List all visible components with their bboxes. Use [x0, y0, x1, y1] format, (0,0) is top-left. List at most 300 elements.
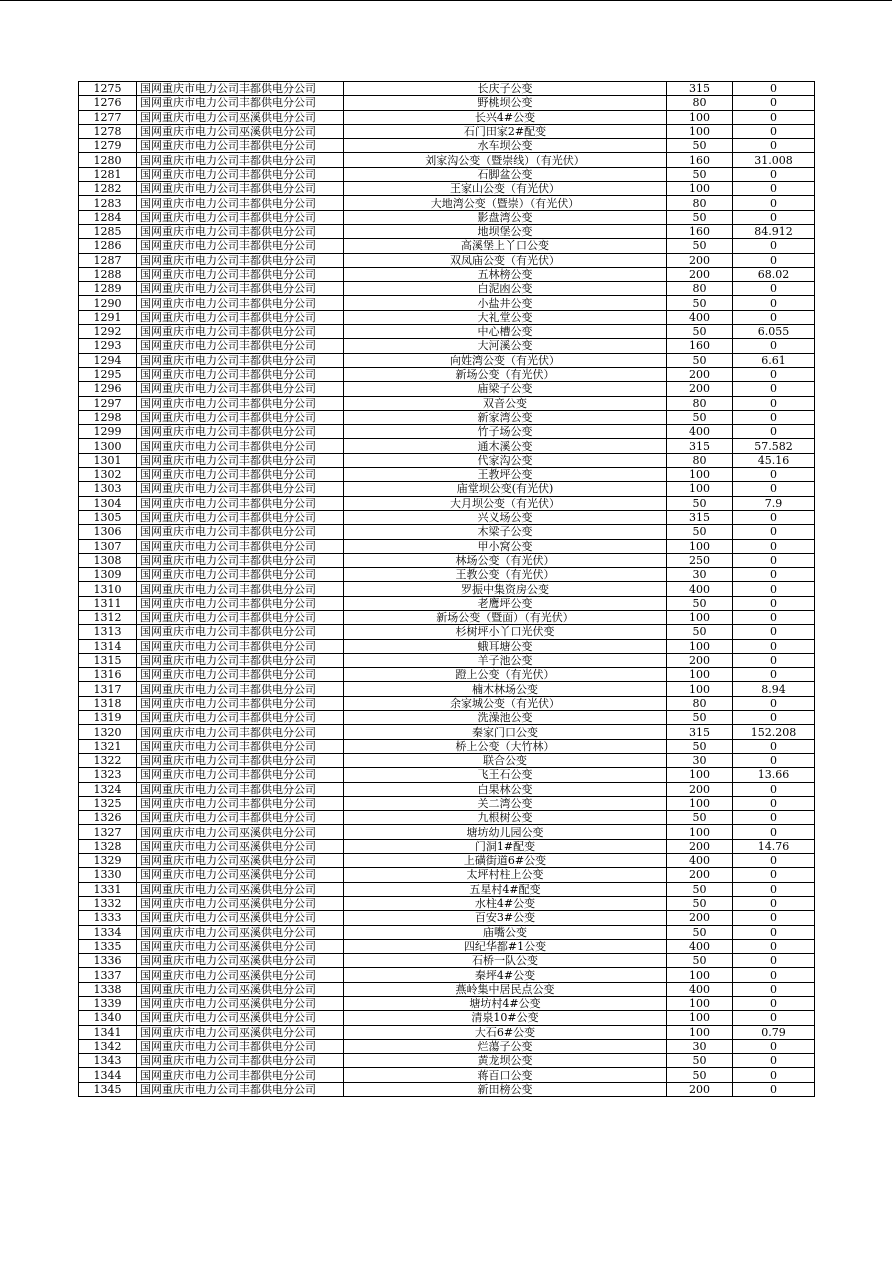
company-name-cell: 国网重庆市电力公司巫溪供电分公司 — [137, 954, 344, 968]
row-number-cell: 1287 — [79, 253, 137, 267]
row-number-cell: 1330 — [79, 868, 137, 882]
row-number-cell: 1278 — [79, 124, 137, 138]
table-row — [79, 639, 815, 653]
company-name-cell: 国网重庆市电力公司丰都供电分公司 — [137, 768, 344, 782]
company-name-cell: 国网重庆市电力公司丰都供电分公司 — [137, 711, 344, 725]
company-name-cell: 国网重庆市电力公司丰都供电分公司 — [137, 1054, 344, 1068]
table-row — [79, 310, 815, 324]
transformer-name-cell: 桥上公变（大竹林） — [344, 739, 667, 753]
transformer-name-cell: 大礼堂公变 — [344, 310, 667, 324]
capacity-cell: 50 — [667, 410, 733, 424]
capacity-cell: 100 — [667, 796, 733, 810]
table-row — [79, 1011, 815, 1025]
transformer-name-cell: 蛾耳塘公变 — [344, 639, 667, 653]
capacity-cell: 160 — [667, 153, 733, 167]
transformer-name-cell: 蹬上公变（有光伏） — [344, 668, 667, 682]
value-cell: 0 — [733, 367, 815, 381]
row-number-cell: 1337 — [79, 968, 137, 982]
row-number-cell: 1335 — [79, 939, 137, 953]
company-name-cell: 国网重庆市电力公司丰都供电分公司 — [137, 596, 344, 610]
value-cell: 0 — [733, 568, 815, 582]
transformer-name-cell: 小盐井公变 — [344, 296, 667, 310]
capacity-cell: 50 — [667, 496, 733, 510]
transformer-name-cell: 白果林公变 — [344, 782, 667, 796]
table-row — [79, 896, 815, 910]
company-name-cell: 国网重庆市电力公司丰都供电分公司 — [137, 196, 344, 210]
capacity-cell: 100 — [667, 110, 733, 124]
transformer-name-cell: 刘家沟公变（暨崇线）（有光伏） — [344, 153, 667, 167]
company-name-cell: 国网重庆市电力公司丰都供电分公司 — [137, 296, 344, 310]
table-row — [79, 653, 815, 667]
row-number-cell: 1324 — [79, 782, 137, 796]
transformer-name-cell: 水车坝公变 — [344, 139, 667, 153]
company-name-cell: 国网重庆市电力公司丰都供电分公司 — [137, 796, 344, 810]
company-name-cell: 国网重庆市电力公司巫溪供电分公司 — [137, 939, 344, 953]
capacity-cell: 100 — [667, 1011, 733, 1025]
value-cell: 0 — [733, 782, 815, 796]
company-name-cell: 国网重庆市电力公司丰都供电分公司 — [137, 153, 344, 167]
table-row — [79, 1039, 815, 1053]
value-cell: 0 — [733, 854, 815, 868]
row-number-cell: 1315 — [79, 653, 137, 667]
company-name-cell: 国网重庆市电力公司丰都供电分公司 — [137, 253, 344, 267]
value-cell: 0 — [733, 1054, 815, 1068]
company-name-cell: 国网重庆市电力公司丰都供电分公司 — [137, 696, 344, 710]
company-name-cell: 国网重庆市电力公司丰都供电分公司 — [137, 639, 344, 653]
row-number-cell: 1316 — [79, 668, 137, 682]
row-number-cell: 1279 — [79, 139, 137, 153]
transformer-name-cell: 四纪华都#1公变 — [344, 939, 667, 953]
transformer-name-cell: 清泉10#公变 — [344, 1011, 667, 1025]
transformer-name-cell: 向姓湾公变（有光伏） — [344, 353, 667, 367]
capacity-cell: 50 — [667, 296, 733, 310]
table-row — [79, 425, 815, 439]
table-row — [79, 1068, 815, 1082]
company-name-cell: 国网重庆市电力公司巫溪供电分公司 — [137, 997, 344, 1011]
row-number-cell: 1305 — [79, 510, 137, 524]
value-cell: 0 — [733, 696, 815, 710]
transformer-name-cell: 太坪村柱上公变 — [344, 868, 667, 882]
table-row — [79, 210, 815, 224]
transformer-name-cell: 庙堂坝公变(有光伏) — [344, 482, 667, 496]
table-row — [79, 753, 815, 767]
value-cell: 0 — [733, 1039, 815, 1053]
value-cell: 0 — [733, 997, 815, 1011]
row-number-cell: 1298 — [79, 410, 137, 424]
capacity-cell: 100 — [667, 825, 733, 839]
table-row — [79, 582, 815, 596]
table-row — [79, 196, 815, 210]
row-number-cell: 1275 — [79, 82, 137, 96]
company-name-cell: 国网重庆市电力公司丰都供电分公司 — [137, 496, 344, 510]
table-row — [79, 167, 815, 181]
transformer-name-cell: 大河溪公变 — [344, 339, 667, 353]
capacity-cell: 50 — [667, 896, 733, 910]
table-row — [79, 239, 815, 253]
company-name-cell: 国网重庆市电力公司丰都供电分公司 — [137, 653, 344, 667]
capacity-cell: 50 — [667, 239, 733, 253]
value-cell: 0 — [733, 796, 815, 810]
row-number-cell: 1303 — [79, 482, 137, 496]
capacity-cell: 100 — [667, 124, 733, 138]
table-row — [79, 854, 815, 868]
company-name-cell: 国网重庆市电力公司巫溪供电分公司 — [137, 110, 344, 124]
table-row — [79, 982, 815, 996]
transformer-name-cell: 蒋百口公变 — [344, 1068, 667, 1082]
company-name-cell: 国网重庆市电力公司巫溪供电分公司 — [137, 1025, 344, 1039]
company-name-cell: 国网重庆市电力公司巫溪供电分公司 — [137, 1011, 344, 1025]
company-name-cell: 国网重庆市电力公司丰都供电分公司 — [137, 439, 344, 453]
row-number-cell: 1343 — [79, 1054, 137, 1068]
row-number-cell: 1318 — [79, 696, 137, 710]
capacity-cell: 200 — [667, 782, 733, 796]
capacity-cell: 50 — [667, 210, 733, 224]
transformer-name-cell: 地坝堡公变 — [344, 224, 667, 238]
company-name-cell: 国网重庆市电力公司丰都供电分公司 — [137, 568, 344, 582]
capacity-cell: 80 — [667, 396, 733, 410]
table-row — [79, 1054, 815, 1068]
capacity-cell: 100 — [667, 482, 733, 496]
capacity-cell: 100 — [667, 968, 733, 982]
transformer-name-cell: 高溪堡上丫口公变 — [344, 239, 667, 253]
row-number-cell: 1288 — [79, 267, 137, 281]
transformer-name-cell: 楠木林场公变 — [344, 682, 667, 696]
capacity-cell: 315 — [667, 725, 733, 739]
row-number-cell: 1328 — [79, 839, 137, 853]
company-name-cell: 国网重庆市电力公司丰都供电分公司 — [137, 224, 344, 238]
company-name-cell: 国网重庆市电力公司丰都供电分公司 — [137, 811, 344, 825]
transformer-name-cell: 五星村4#配变 — [344, 882, 667, 896]
capacity-cell: 50 — [667, 625, 733, 639]
capacity-cell: 200 — [667, 868, 733, 882]
row-number-cell: 1340 — [79, 1011, 137, 1025]
company-name-cell: 国网重庆市电力公司巫溪供电分公司 — [137, 825, 344, 839]
row-number-cell: 1336 — [79, 954, 137, 968]
capacity-cell: 400 — [667, 310, 733, 324]
transformer-name-cell: 门洞1#配变 — [344, 839, 667, 853]
row-number-cell: 1339 — [79, 997, 137, 1011]
company-name-cell: 国网重庆市电力公司丰都供电分公司 — [137, 1068, 344, 1082]
value-cell: 0 — [733, 425, 815, 439]
transformer-name-cell: 双凤庙公变（有光伏） — [344, 253, 667, 267]
transformer-name-cell: 中心槽公变 — [344, 325, 667, 339]
capacity-cell: 100 — [667, 539, 733, 553]
table-row — [79, 182, 815, 196]
value-cell: 0 — [733, 811, 815, 825]
value-cell: 13.66 — [733, 768, 815, 782]
table-row — [79, 539, 815, 553]
capacity-cell: 200 — [667, 839, 733, 853]
table-row — [79, 925, 815, 939]
row-number-cell: 1285 — [79, 224, 137, 238]
transformer-name-cell: 石桥一队公变 — [344, 954, 667, 968]
company-name-cell: 国网重庆市电力公司丰都供电分公司 — [137, 739, 344, 753]
transformer-name-cell: 秦家门口公变 — [344, 725, 667, 739]
row-number-cell: 1342 — [79, 1039, 137, 1053]
transformer-name-cell: 杉树坪小丫口光伏变 — [344, 625, 667, 639]
table-row — [79, 439, 815, 453]
transformer-name-cell: 王教坪公变 — [344, 468, 667, 482]
value-cell: 0 — [733, 539, 815, 553]
transformer-name-cell: 长兴4#公变 — [344, 110, 667, 124]
capacity-cell: 160 — [667, 339, 733, 353]
row-number-cell: 1294 — [79, 353, 137, 367]
capacity-cell: 400 — [667, 982, 733, 996]
transformer-name-cell: 双音公变 — [344, 396, 667, 410]
row-number-cell: 1280 — [79, 153, 137, 167]
capacity-cell: 250 — [667, 553, 733, 567]
transformer-name-cell: 大石6#公变 — [344, 1025, 667, 1039]
table-row — [79, 739, 815, 753]
company-name-cell: 国网重庆市电力公司丰都供电分公司 — [137, 82, 344, 96]
company-name-cell: 国网重庆市电力公司巫溪供电分公司 — [137, 854, 344, 868]
table-body — [79, 82, 815, 1097]
company-name-cell: 国网重庆市电力公司丰都供电分公司 — [137, 182, 344, 196]
table-row — [79, 82, 815, 96]
transformer-name-cell: 大月坝公变（有光伏） — [344, 496, 667, 510]
row-number-cell: 1293 — [79, 339, 137, 353]
table-row — [79, 882, 815, 896]
table-row — [79, 768, 815, 782]
company-name-cell: 国网重庆市电力公司丰都供电分公司 — [137, 96, 344, 110]
table-row — [79, 382, 815, 396]
company-name-cell: 国网重庆市电力公司丰都供电分公司 — [137, 482, 344, 496]
company-name-cell: 国网重庆市电力公司丰都供电分公司 — [137, 325, 344, 339]
capacity-cell: 50 — [667, 739, 733, 753]
table-row — [79, 568, 815, 582]
row-number-cell: 1312 — [79, 610, 137, 624]
capacity-cell: 400 — [667, 854, 733, 868]
transformer-name-cell: 白泥凼公变 — [344, 282, 667, 296]
company-name-cell: 国网重庆市电力公司丰都供电分公司 — [137, 310, 344, 324]
transformer-name-cell: 烂蕩子公变 — [344, 1039, 667, 1053]
value-cell: 0 — [733, 167, 815, 181]
value-cell: 0 — [733, 253, 815, 267]
transformer-name-cell: 关二湾公变 — [344, 796, 667, 810]
row-number-cell: 1314 — [79, 639, 137, 653]
table-row — [79, 510, 815, 524]
capacity-cell: 30 — [667, 1039, 733, 1053]
company-name-cell: 国网重庆市电力公司丰都供电分公司 — [137, 468, 344, 482]
capacity-cell: 100 — [667, 668, 733, 682]
value-cell: 0 — [733, 282, 815, 296]
transformer-name-cell: 长庆子公变 — [344, 82, 667, 96]
company-name-cell: 国网重庆市电力公司丰都供电分公司 — [137, 582, 344, 596]
value-cell: 0 — [733, 911, 815, 925]
table-row — [79, 939, 815, 953]
value-cell: 0 — [733, 239, 815, 253]
table-row — [79, 668, 815, 682]
value-cell: 0 — [733, 753, 815, 767]
value-cell: 0 — [733, 882, 815, 896]
row-number-cell: 1290 — [79, 296, 137, 310]
capacity-cell: 50 — [667, 596, 733, 610]
value-cell: 0 — [733, 553, 815, 567]
transformer-name-cell: 石脚盆公变 — [344, 167, 667, 181]
capacity-cell: 315 — [667, 82, 733, 96]
capacity-cell: 100 — [667, 768, 733, 782]
transformer-name-cell: 洗澡池公变 — [344, 711, 667, 725]
value-cell: 0 — [733, 339, 815, 353]
value-cell: 0 — [733, 668, 815, 682]
transformer-name-cell: 百安3#公变 — [344, 911, 667, 925]
table-row — [79, 353, 815, 367]
table-row — [79, 96, 815, 110]
capacity-cell: 400 — [667, 939, 733, 953]
value-cell: 7.9 — [733, 496, 815, 510]
transformer-name-cell: 石门田家2#配变 — [344, 124, 667, 138]
company-name-cell: 国网重庆市电力公司丰都供电分公司 — [137, 267, 344, 281]
table-row — [79, 267, 815, 281]
company-name-cell: 国网重庆市电力公司丰都供电分公司 — [137, 1082, 344, 1096]
value-cell: 0 — [733, 410, 815, 424]
transformer-name-cell: 代家沟公变 — [344, 453, 667, 467]
transformer-name-cell: 野桃坝公变 — [344, 96, 667, 110]
value-cell: 0 — [733, 610, 815, 624]
table-row — [79, 496, 815, 510]
row-number-cell: 1320 — [79, 725, 137, 739]
table-row — [79, 110, 815, 124]
capacity-cell: 50 — [667, 925, 733, 939]
value-cell: 0.79 — [733, 1025, 815, 1039]
transformer-name-cell: 兴义场公变 — [344, 510, 667, 524]
company-name-cell: 国网重庆市电力公司巫溪供电分公司 — [137, 925, 344, 939]
capacity-cell: 200 — [667, 653, 733, 667]
table-row — [79, 954, 815, 968]
table-row — [79, 596, 815, 610]
capacity-cell: 100 — [667, 997, 733, 1011]
row-number-cell: 1277 — [79, 110, 137, 124]
table-row — [79, 825, 815, 839]
table-row — [79, 282, 815, 296]
value-cell: 84.912 — [733, 224, 815, 238]
table-row — [79, 1025, 815, 1039]
table-row — [79, 468, 815, 482]
company-name-cell: 国网重庆市电力公司丰都供电分公司 — [137, 410, 344, 424]
value-cell: 0 — [733, 596, 815, 610]
value-cell: 0 — [733, 1068, 815, 1082]
company-name-cell: 国网重庆市电力公司丰都供电分公司 — [137, 139, 344, 153]
transformer-name-cell: 庙嘴公变 — [344, 925, 667, 939]
transformer-name-cell: 羊子池公变 — [344, 653, 667, 667]
value-cell: 0 — [733, 925, 815, 939]
company-name-cell: 国网重庆市电力公司丰都供电分公司 — [137, 239, 344, 253]
row-number-cell: 1295 — [79, 367, 137, 381]
row-number-cell: 1334 — [79, 925, 137, 939]
capacity-cell: 50 — [667, 167, 733, 181]
capacity-cell: 80 — [667, 696, 733, 710]
value-cell: 0 — [733, 982, 815, 996]
company-name-cell: 国网重庆市电力公司丰都供电分公司 — [137, 339, 344, 353]
row-number-cell: 1283 — [79, 196, 137, 210]
value-cell: 0 — [733, 1011, 815, 1025]
value-cell: 0 — [733, 468, 815, 482]
capacity-cell: 400 — [667, 582, 733, 596]
row-number-cell: 1321 — [79, 739, 137, 753]
row-number-cell: 1300 — [79, 439, 137, 453]
table-row — [79, 367, 815, 381]
value-cell: 0 — [733, 182, 815, 196]
row-number-cell: 1326 — [79, 811, 137, 825]
transformer-name-cell: 上磺街道6#公变 — [344, 854, 667, 868]
transformer-name-cell: 新场公变（暨面）（有光伏） — [344, 610, 667, 624]
value-cell: 152.208 — [733, 725, 815, 739]
capacity-cell: 50 — [667, 525, 733, 539]
table-row — [79, 296, 815, 310]
capacity-cell: 50 — [667, 1054, 733, 1068]
row-number-cell: 1323 — [79, 768, 137, 782]
company-name-cell: 国网重庆市电力公司丰都供电分公司 — [137, 525, 344, 539]
capacity-cell: 80 — [667, 282, 733, 296]
company-name-cell: 国网重庆市电力公司丰都供电分公司 — [137, 396, 344, 410]
row-number-cell: 1304 — [79, 496, 137, 510]
transformer-name-cell: 塘坊幼儿园公变 — [344, 825, 667, 839]
table-row — [79, 811, 815, 825]
page-top-rule — [0, 0, 892, 1]
row-number-cell: 1338 — [79, 982, 137, 996]
company-name-cell: 国网重庆市电力公司丰都供电分公司 — [137, 353, 344, 367]
capacity-cell: 50 — [667, 954, 733, 968]
capacity-cell: 100 — [667, 610, 733, 624]
value-cell: 0 — [733, 210, 815, 224]
capacity-cell: 50 — [667, 711, 733, 725]
row-number-cell: 1341 — [79, 1025, 137, 1039]
row-number-cell: 1325 — [79, 796, 137, 810]
row-number-cell: 1286 — [79, 239, 137, 253]
company-name-cell: 国网重庆市电力公司巫溪供电分公司 — [137, 868, 344, 882]
transformer-name-cell: 五林榜公变 — [344, 267, 667, 281]
value-cell: 0 — [733, 1082, 815, 1096]
row-number-cell: 1309 — [79, 568, 137, 582]
row-number-cell: 1291 — [79, 310, 137, 324]
transformer-name-cell: 庙梁子公变 — [344, 382, 667, 396]
table-row — [79, 124, 815, 138]
capacity-cell: 100 — [667, 468, 733, 482]
table-row — [79, 1082, 815, 1096]
value-cell: 31.008 — [733, 153, 815, 167]
transformer-name-cell: 塘坊村4#公变 — [344, 997, 667, 1011]
row-number-cell: 1297 — [79, 396, 137, 410]
capacity-cell: 200 — [667, 367, 733, 381]
value-cell: 0 — [733, 296, 815, 310]
value-cell: 8.94 — [733, 682, 815, 696]
row-number-cell: 1333 — [79, 911, 137, 925]
row-number-cell: 1329 — [79, 854, 137, 868]
capacity-cell: 100 — [667, 182, 733, 196]
row-number-cell: 1311 — [79, 596, 137, 610]
row-number-cell: 1289 — [79, 282, 137, 296]
row-number-cell: 1331 — [79, 882, 137, 896]
transformer-name-cell: 燕岭集中居民点公变 — [344, 982, 667, 996]
row-number-cell: 1327 — [79, 825, 137, 839]
capacity-cell: 315 — [667, 439, 733, 453]
capacity-cell: 30 — [667, 753, 733, 767]
table-row — [79, 911, 815, 925]
value-cell: 0 — [733, 139, 815, 153]
table-row — [79, 482, 815, 496]
row-number-cell: 1301 — [79, 453, 137, 467]
capacity-cell: 80 — [667, 453, 733, 467]
capacity-cell: 200 — [667, 911, 733, 925]
value-cell: 45.16 — [733, 453, 815, 467]
row-number-cell: 1292 — [79, 325, 137, 339]
capacity-cell: 50 — [667, 811, 733, 825]
capacity-cell: 160 — [667, 224, 733, 238]
capacity-cell: 200 — [667, 382, 733, 396]
transformer-name-cell: 飞王石公变 — [344, 768, 667, 782]
capacity-cell: 80 — [667, 96, 733, 110]
value-cell: 0 — [733, 625, 815, 639]
